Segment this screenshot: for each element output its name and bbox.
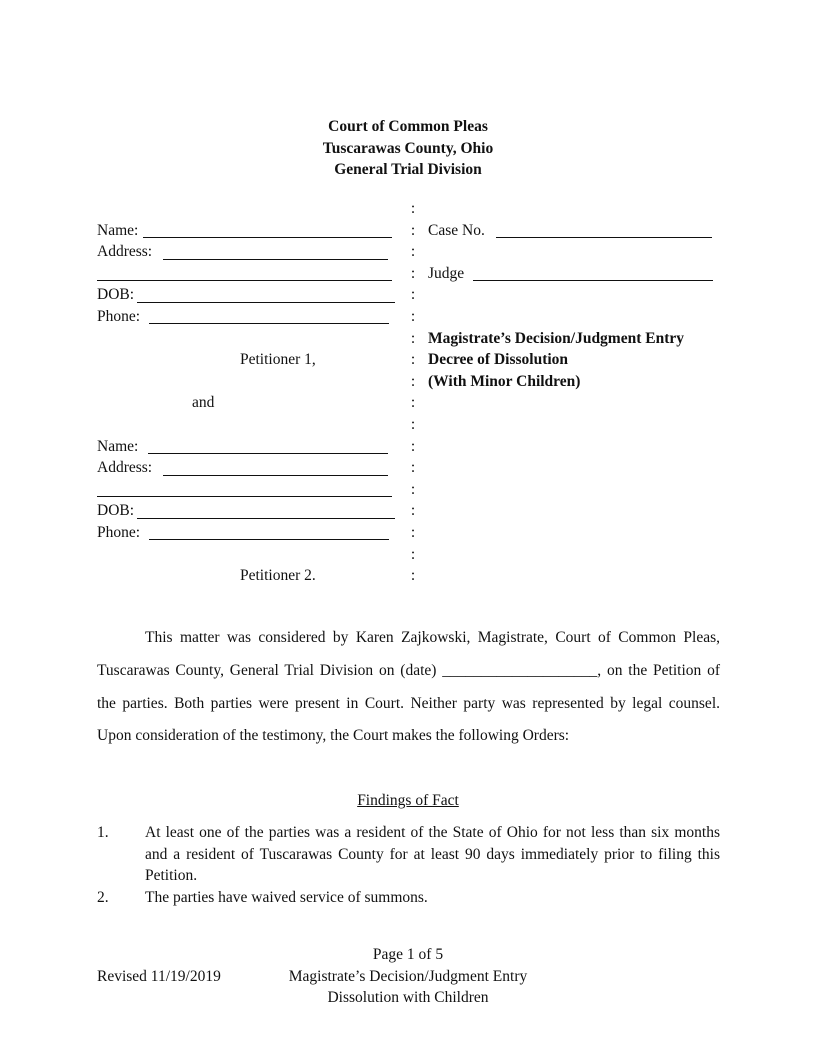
- separator: :: [410, 416, 416, 433]
- petitioner-2-role: Petitioner 2.: [240, 567, 316, 584]
- petitioner-1-dob-label: DOB:: [97, 286, 135, 303]
- petitioner-2-dob-label: DOB:: [97, 502, 135, 519]
- entry-title-line-1: Magistrate’s Decision/Judgment Entry: [428, 330, 685, 347]
- finding-text: The parties have waived service of summons.: [145, 889, 428, 906]
- county-name: Tuscarawas County, Ohio: [322, 139, 494, 157]
- separator: :: [410, 222, 416, 239]
- petitioner-1-address-line2-field[interactable]: [97, 280, 392, 281]
- finding-number: 1.: [97, 824, 109, 841]
- findings-title: Findings of Fact: [357, 792, 459, 809]
- separator: :: [410, 546, 416, 563]
- case-no-label: Case No.: [428, 222, 485, 239]
- finding-item: [97, 822, 720, 887]
- separator: :: [410, 567, 416, 584]
- court-name: Court of Common Pleas: [328, 118, 488, 135]
- petitioner-1-phone-field[interactable]: [149, 323, 389, 324]
- separator: :: [410, 243, 416, 260]
- petitioner-2-name-label: Name:: [97, 438, 139, 455]
- petitioner-1-role: Petitioner 1,: [240, 351, 316, 368]
- entry-title-line-2: Decree of Dissolution: [428, 351, 569, 368]
- separator: :: [410, 265, 416, 282]
- entry-title-line-3: (With Minor Children): [428, 373, 581, 390]
- form-title-line-1: Magistrate’s Decision/Judgment Entry: [288, 968, 528, 985]
- separator: :: [410, 459, 416, 476]
- petitioner-2-phone-field[interactable]: [149, 539, 389, 540]
- finding-item: [97, 887, 720, 909]
- judge-field[interactable]: [473, 280, 713, 281]
- separator: :: [410, 373, 416, 390]
- form-title-line-2: Dissolution with Children: [327, 989, 489, 1006]
- separator: :: [410, 502, 416, 519]
- petitioner-1-address-label: Address:: [97, 243, 153, 260]
- intro-text: This matter was considered by Karen Zajkowski, Magistrate, Court of Common Pleas, Tuscarawas County, General Trial Division on (date) ____________________, on the Petition of the parties. Both parties were present in Court. Neither party was represented by legal counsel. Upon consideration of the testimony, the Court makes the following Orders:: [97, 629, 720, 745]
- case-no-field[interactable]: [496, 237, 712, 238]
- and-label: and: [192, 394, 215, 411]
- petitioner-2-phone-label: Phone:: [97, 524, 141, 541]
- petitioner-1-name-field[interactable]: [143, 237, 392, 238]
- petitioner-2-dob-field[interactable]: [137, 518, 395, 519]
- separator: :: [410, 394, 416, 411]
- separator: :: [410, 286, 416, 303]
- finding-text: At least one of the parties was a resident of the State of Ohio for not less than six months and a resident of Tuscarawas County for at least 90 days immediately prior to filing this Petition.: [145, 824, 720, 885]
- petitioner-2-address-line2-field[interactable]: [97, 496, 392, 497]
- revised-date: Revised 11/19/2019: [97, 968, 221, 985]
- petitioner-2-name-field[interactable]: [148, 453, 388, 454]
- petitioner-2-address-label: Address:: [97, 459, 153, 476]
- finding-number: 2.: [97, 889, 109, 906]
- petitioner-1-dob-field[interactable]: [137, 302, 395, 303]
- judge-label: Judge: [428, 265, 465, 282]
- separator: :: [410, 330, 416, 347]
- petitioner-2-address-field[interactable]: [163, 475, 388, 476]
- separator: :: [410, 308, 416, 325]
- court-header: [0, 116, 816, 181]
- separator: :: [410, 524, 416, 541]
- petitioner-1-address-field[interactable]: [163, 259, 388, 260]
- division-name: General Trial Division: [334, 161, 482, 179]
- separator: :: [410, 351, 416, 368]
- petitioner-1-name-label: Name:: [97, 222, 139, 239]
- page-number: Page 1 of 5: [372, 946, 444, 963]
- intro-paragraph: [97, 622, 720, 753]
- separator: :: [410, 438, 416, 455]
- separator: :: [410, 200, 416, 217]
- separator: :: [410, 481, 416, 498]
- petitioner-1-phone-label: Phone:: [97, 308, 141, 325]
